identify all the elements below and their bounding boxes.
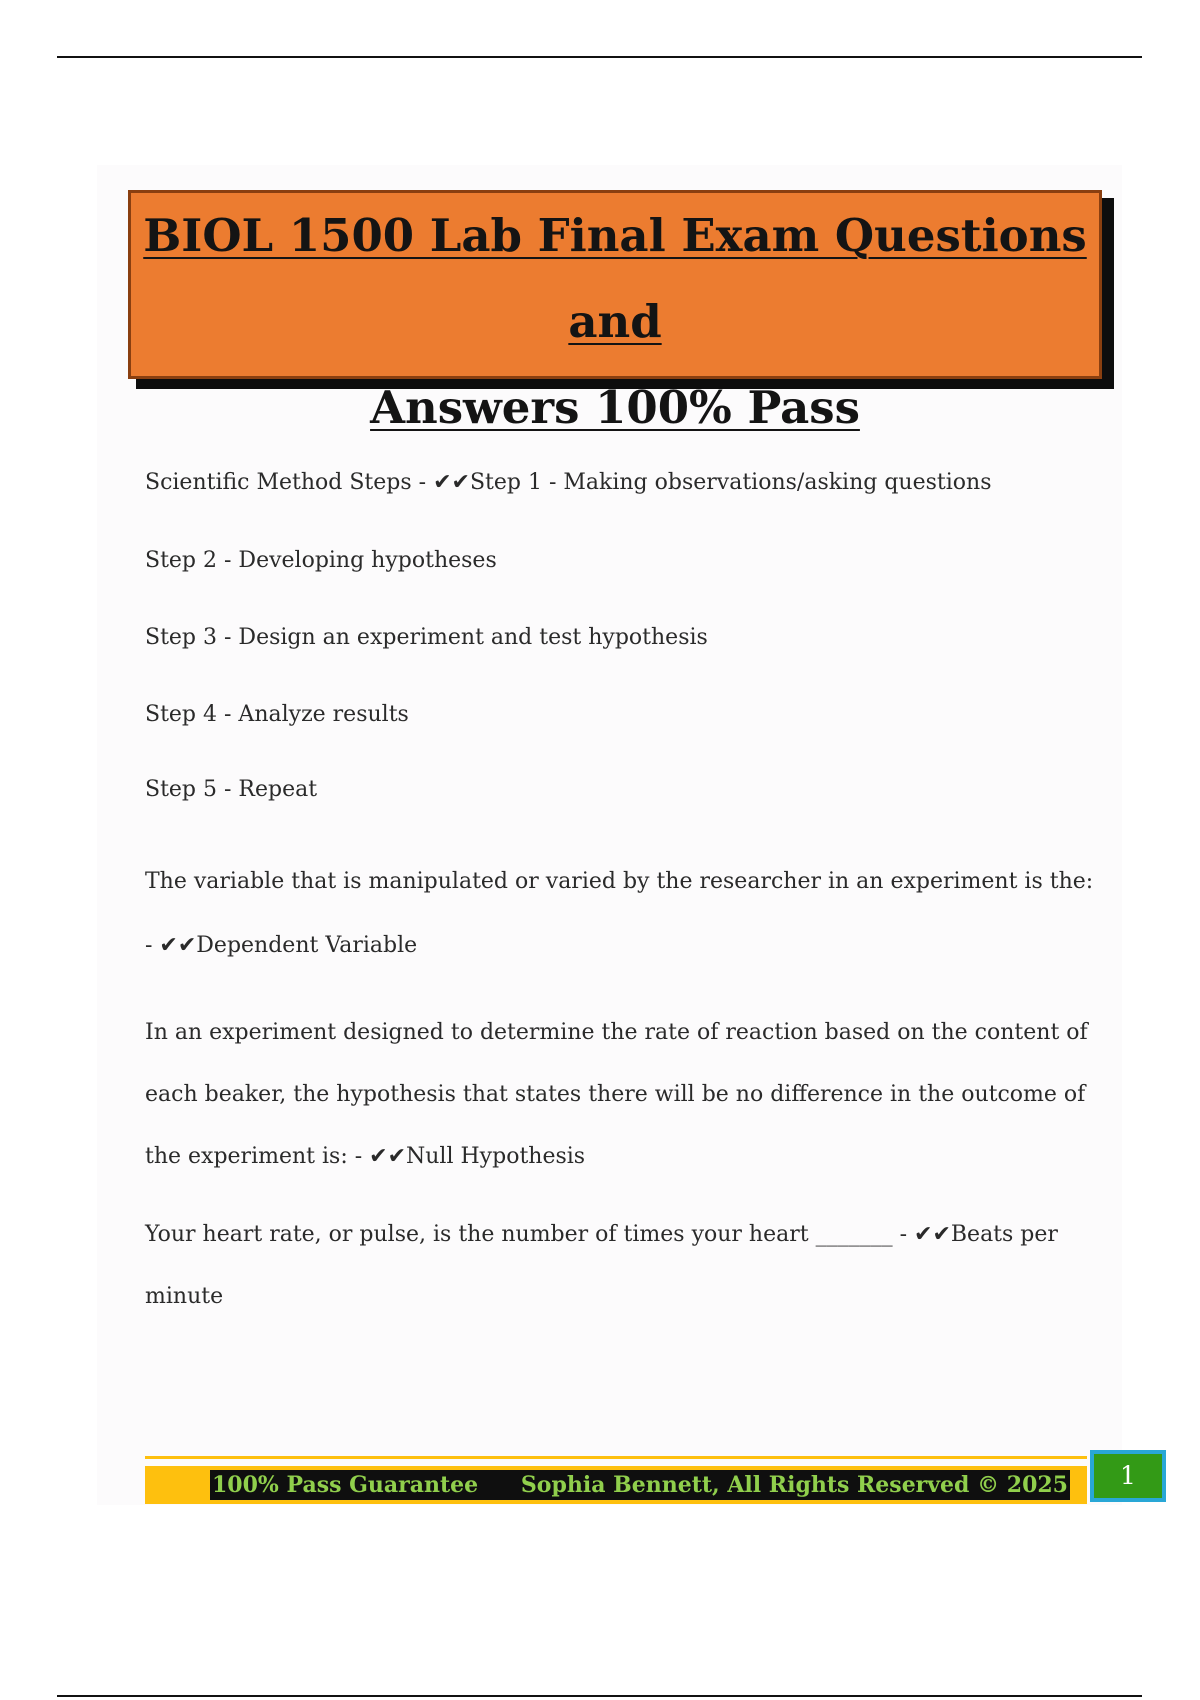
page-number: 1 [1090,1450,1166,1502]
top-rule [57,56,1142,58]
step-2: Step 2 - Developing hypotheses [145,548,497,573]
question-manipulated-variable: The variable that is manipulated or varied by the researcher in an experiment is the: - ✔✔Dependent Variable [145,869,1094,958]
bottom-rule [57,1695,1142,1697]
footer-copyright: Sophia Bennett, All Rights Reserved © 2025 [520,1472,1068,1498]
footer-text-strip [210,1470,1070,1500]
question-null-hypothesis: In an experiment designed to determine the rate of reaction based on the content of each beaker, the hypothesis that states there will be no difference in the outcome of the experiment is: - ✔✔Null Hypothesis [145,1020,1088,1169]
question-scientific-method: Scientific Method Steps - ✔✔Step 1 - Making observations/asking questions [145,470,992,495]
footer-top-line [145,1456,1087,1459]
step-5: Step 5 - Repeat [145,777,318,802]
title-box [128,190,1102,434]
question-heart-rate: Your heart rate, or pulse, is the number of times your heart _______ - ✔✔Beats per minute [145,1222,1058,1309]
footer-guarantee: 100% Pass Guarantee [212,1472,479,1498]
title-line-2: Answers 100% Pass [370,381,860,434]
step-4: Step 4 - Analyze results [145,702,409,727]
step-3: Step 3 - Design an experiment and test hypothesis [145,625,708,650]
title-line-1: BIOL 1500 Lab Final Exam Questions and [143,209,1087,348]
